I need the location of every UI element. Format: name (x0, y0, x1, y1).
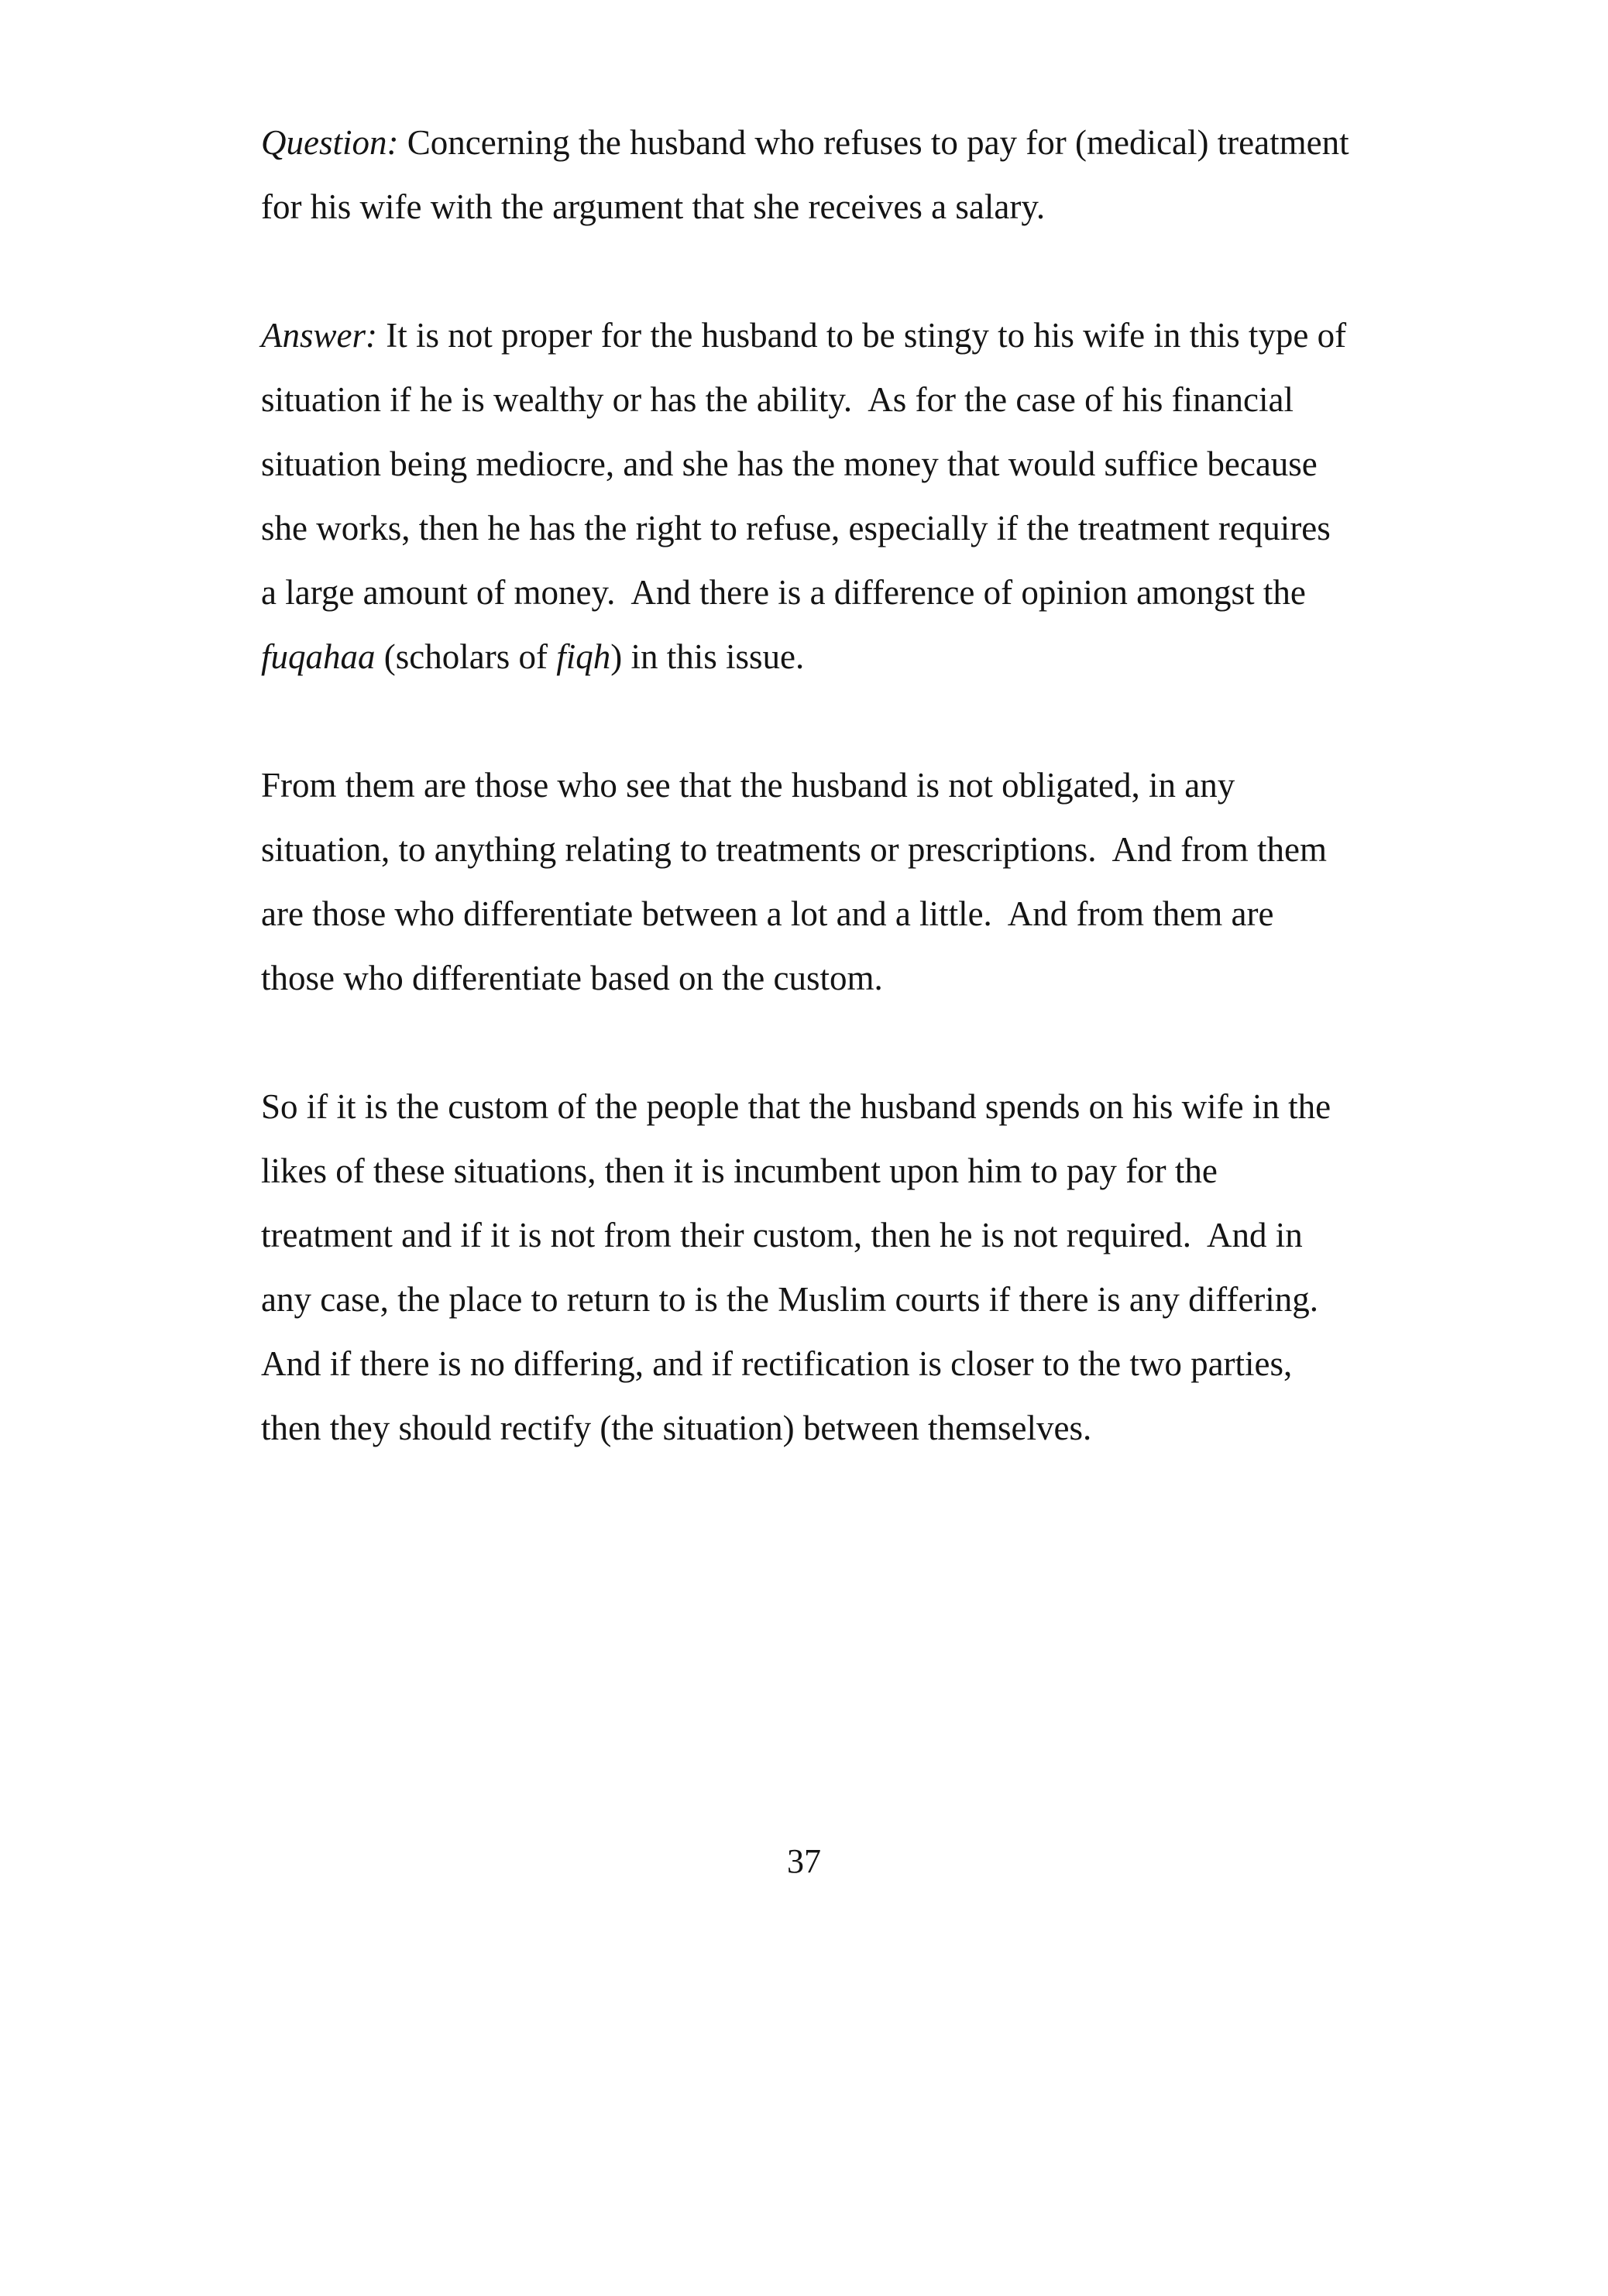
body-text: It is not proper for the husband to be stingy to his wife in this type of situation if he is wealthy or has the ability. As for the case of his financial situation being mediocre, and she has the money that would suffice because she works, then he has the right to refuse, especially if the treatment requires a large amount of money. And there is a difference of opinion amongst the (261, 316, 1355, 612)
body-text: ) in this issue. (610, 637, 805, 676)
italic-text: Answer: (261, 316, 377, 355)
body-text: Concerning the husband who refuses to pay for (medical) treatment for his wife with the argument that she receives a salary. (261, 123, 1358, 226)
paragraph (261, 304, 1355, 689)
paragraph (261, 1075, 1349, 1460)
italic-text: fiqh (556, 637, 611, 676)
paragraph (261, 111, 1358, 239)
italic-text: fuqahaa (261, 637, 376, 676)
body-text: From them are those who see that the husband is not obligated, in any situation, to anything relating to treatments or prescriptions. And from them are those who differentiate between a lot and a little. And from them are those who differentiate based on the custom. (261, 766, 1336, 997)
paragraph (261, 753, 1349, 1011)
text-block (261, 111, 1358, 1525)
page-number: 37 (787, 1842, 821, 1880)
body-text: So if it is the custom of the people that the husband spends on his wife in the likes of these situations, then it is incumbent upon him to pay for the treatment and if it is not from their custom, then he is not required. And in any case, the place to return to is the Muslim courts if there is any differing. And if there is no differing, and if rectification is closer to the two parties, then they should rectify (the situation) between themselves. (261, 1087, 1340, 1447)
italic-text: Question: (261, 123, 399, 162)
body-text: (scholars of (375, 637, 557, 676)
